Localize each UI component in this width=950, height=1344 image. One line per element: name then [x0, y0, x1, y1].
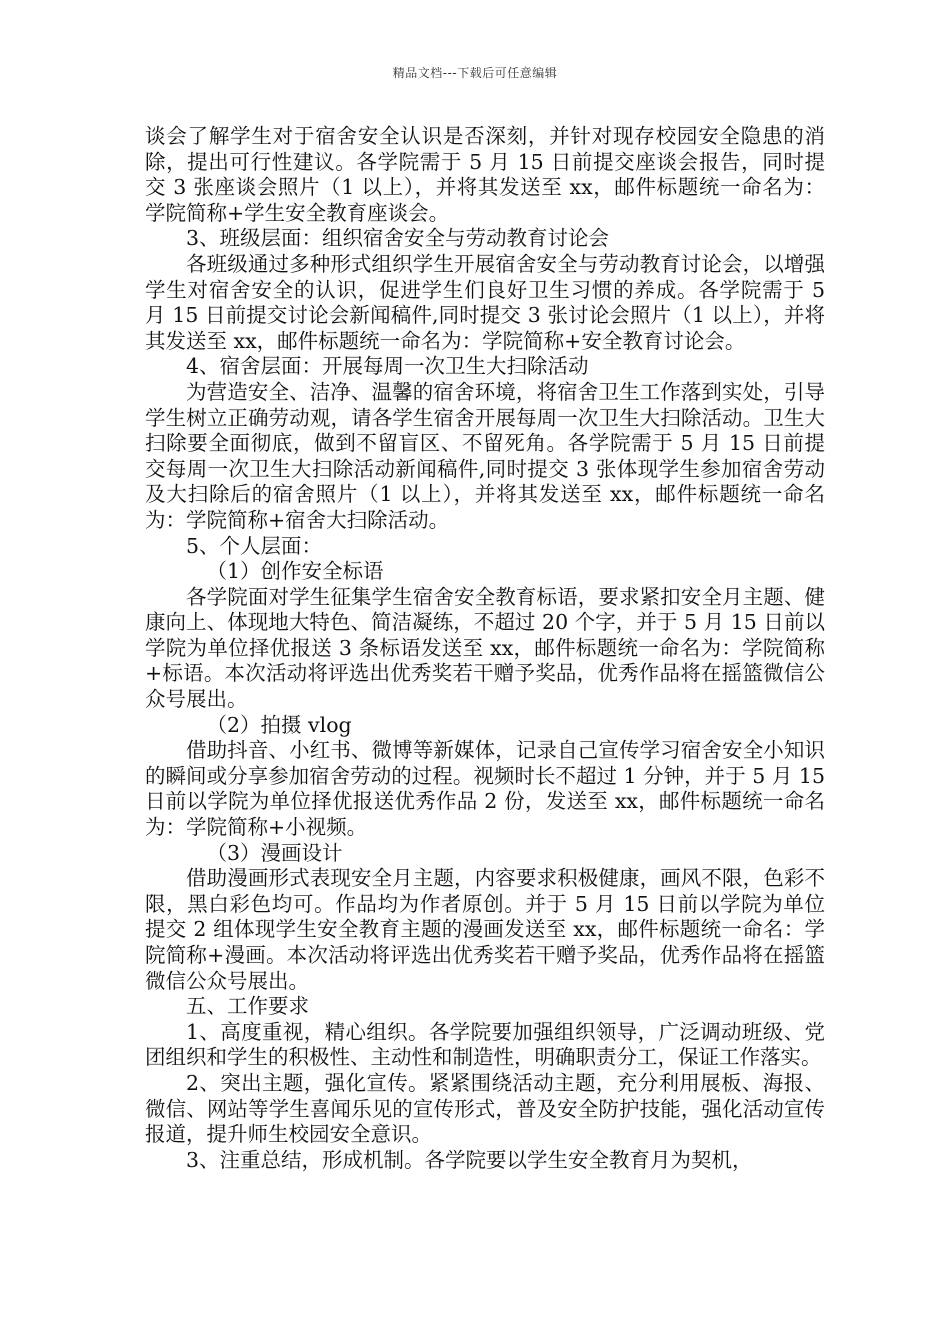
paragraph: 3、注重总结，形成机制。各学院要以学生安全教育月为契机，: [186, 1147, 753, 1172]
section-heading: 5、个人层面：: [186, 533, 323, 558]
paragraph: 借助抖音、小红书、微博等新媒体，记录自己宣传学习宿舍安全小知识的瞬间或分享参加宿舍劳动的过程。视频时长不超过 1 分钟，并于 5 月 15 日前以学院为单位择优报送优秀作品 2 份，发送至 xx，邮件标题统一命名为：学院简称+小视频。: [145, 738, 825, 840]
subsection-heading: （1）创作安全标语: [206, 559, 384, 584]
subsection-heading: （3）漫画设计: [206, 840, 343, 865]
paragraph: 谈会了解学生对于宿舍安全认识是否深刻，并针对现存校园安全隐患的消除，提出可行性建议。各学院需于 5 月 15 日前提交座谈会报告，同时提交 3 张座谈会照片（1 以上），并将其发送至 xx，邮件标题统一命名为：学院简称+学生安全教育座谈会。: [145, 124, 825, 225]
paragraph: 为营造安全、洁净、温馨的宿舍环境，将宿舍卫生工作落到实处，引导学生树立正确劳动观，请各学生宿舍开展每周一次卫生大扫除活动。卫生大扫除要全面彻底，做到不留盲区、不留死角。各学院需于 5 月 15 日前提交每周一次卫生大扫除活动新闻稿件,同时提交 3 张体现学生参加宿舍劳动及大扫除后的宿舍照片（1 以上），并将其发送至 xx，邮件标题统一命名为：学院简称+宿舍大扫除活动。: [145, 379, 825, 532]
section-heading: 3、班级层面：组织宿舍安全与劳动教育讨论会: [186, 226, 610, 251]
paragraph: 各学院面对学生征集学生宿舍安全教育标语，要求紧扣安全月主题、健康向上、体现地大特色、简洁凝练，不超过 20 个字，并于 5 月 15 日前以学院为单位择优报送 3 条标语发送至 xx，邮件标题统一命名为：学院简称+标语。本次活动将评选出优秀奖若干赠予奖品，优秀作品将在摇篮微信公众号展出。: [145, 584, 825, 712]
paragraph: 各班级通过多种形式组织学生开展宿舍安全与劳动教育讨论会，以增强学生对宿舍安全的认识，促进学生们良好卫生习惯的养成。各学院需于 5 月 15 日前提交讨论会新闻稿件,同时提交 3 张讨论会照片（1 以上），并将其发送至 xx，邮件标题统一命名为：学院简称+安全教育讨论会。: [145, 251, 825, 353]
paragraph: 1、高度重视，精心组织。各学院要加强组织领导，广泛调动班级、党团组织和学生的积极性、主动性和制造性，明确职责分工，保证工作落实。: [145, 1019, 825, 1070]
paragraph: 借助漫画形式表现安全月主题，内容要求积极健康，画风不限，色彩不限，黑白彩色均可。作品均为作者原创。并于 5 月 15 日前以学院为单位提交 2 组体现学生安全教育主题的漫画发送至 xx，邮件标题统一命名：学院简称+漫画。本次活动将评选出优秀奖若干赠予奖品，优秀作品将在摇篮微信公众号展出。: [145, 866, 825, 993]
subsection-heading: （2）拍摄 vlog: [206, 712, 352, 737]
section-heading: 4、宿舍层面：开展每周一次卫生大扫除活动: [186, 354, 589, 379]
document-body: [145, 124, 825, 1173]
section-heading: 五、工作要求: [186, 994, 309, 1019]
paragraph: 2、突出主题，强化宣传。紧紧围绕活动主题，充分利用展板、海报、微信、网站等学生喜闻乐见的宣传形式，普及安全防护技能，强化活动宣传报道，提升师生校园安全意识。: [145, 1070, 825, 1147]
page-header: 精品文档---下载后可任意编辑: [392, 66, 558, 80]
